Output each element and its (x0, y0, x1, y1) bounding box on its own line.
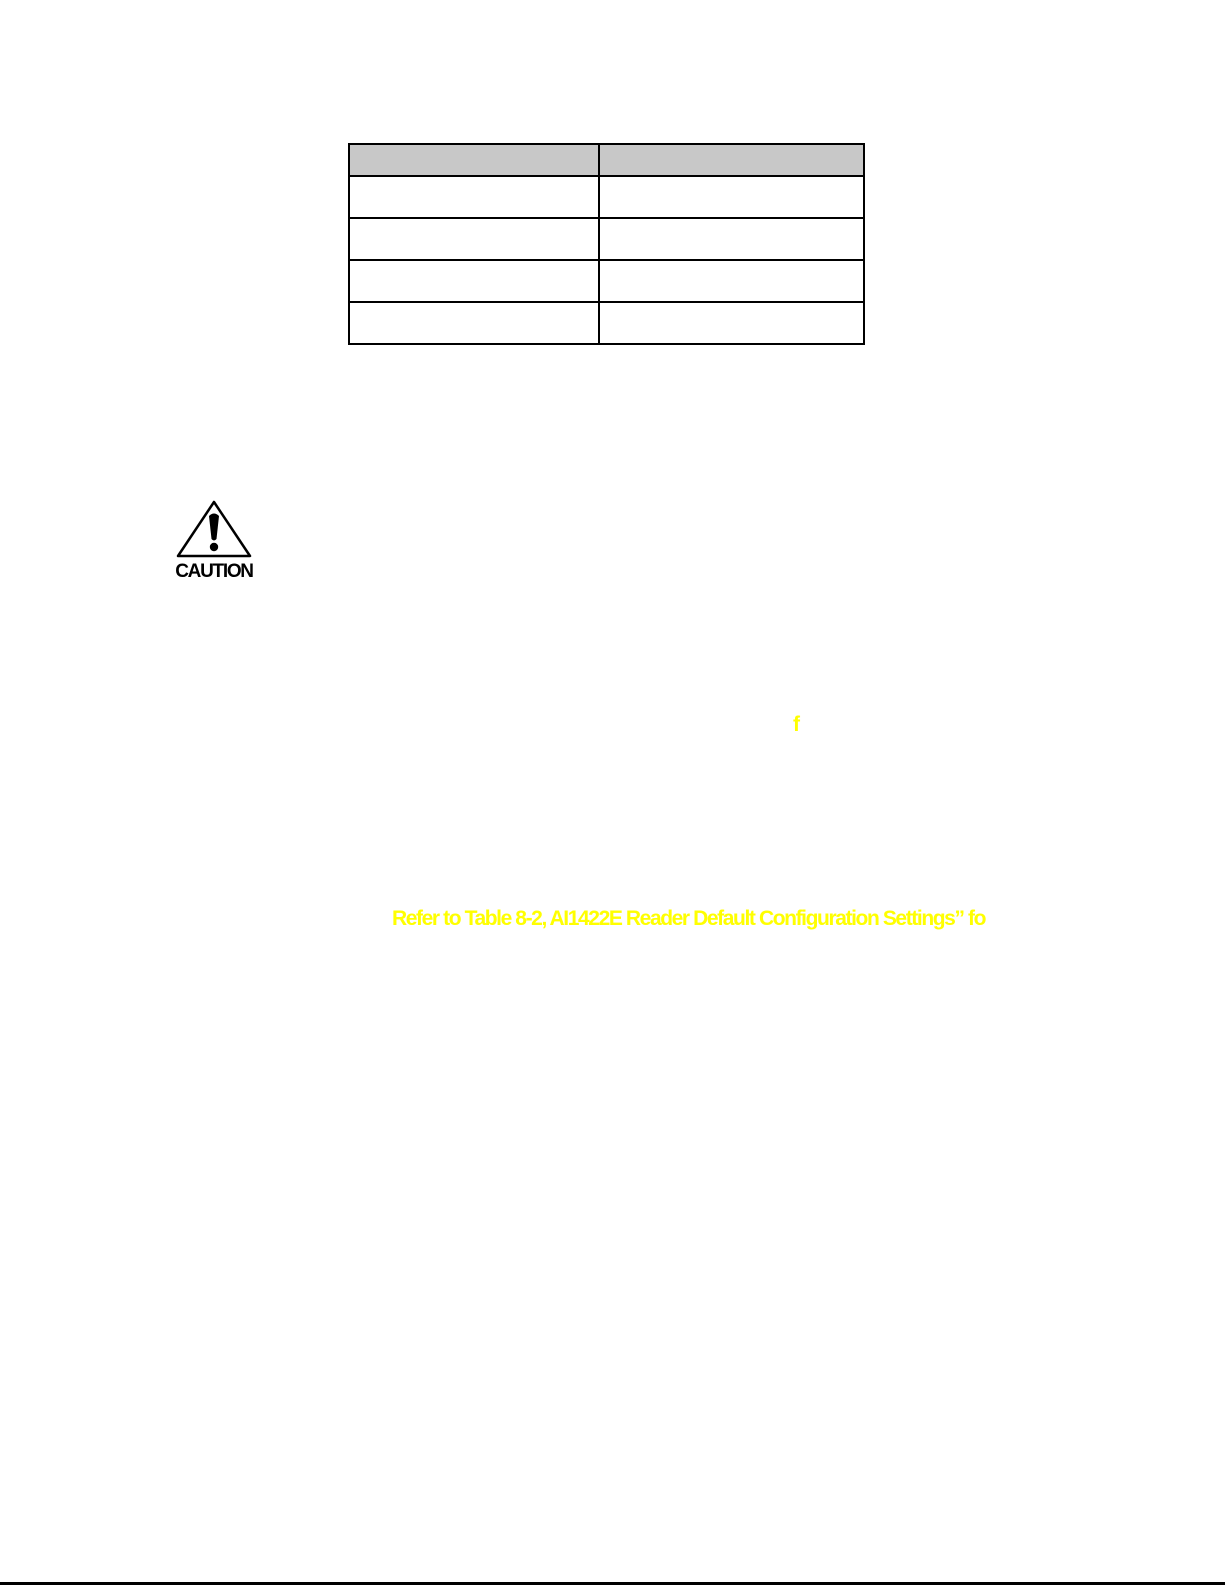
table-cell (599, 176, 864, 218)
table-row (349, 260, 864, 302)
table-cell (349, 176, 599, 218)
table-cell (349, 260, 599, 302)
table-row (349, 218, 864, 260)
highlighted-text-fragment: f (793, 713, 799, 736)
table-cell (349, 218, 599, 260)
table-header-cell (599, 144, 864, 176)
table-cell (599, 302, 864, 344)
table-cell (349, 302, 599, 344)
settings-table (348, 143, 865, 345)
caution-warning-icon (174, 500, 254, 580)
caution-label: CAUTION (175, 561, 253, 580)
table-cell (599, 260, 864, 302)
table-row (349, 176, 864, 218)
table-header-row (349, 144, 864, 176)
table-header-cell (349, 144, 599, 176)
table-cell (599, 218, 864, 260)
table-row (349, 302, 864, 344)
highlighted-cross-reference: Refer to Table 8-2, AI1422E Reader Default Configuration Settings” fo (392, 907, 986, 930)
